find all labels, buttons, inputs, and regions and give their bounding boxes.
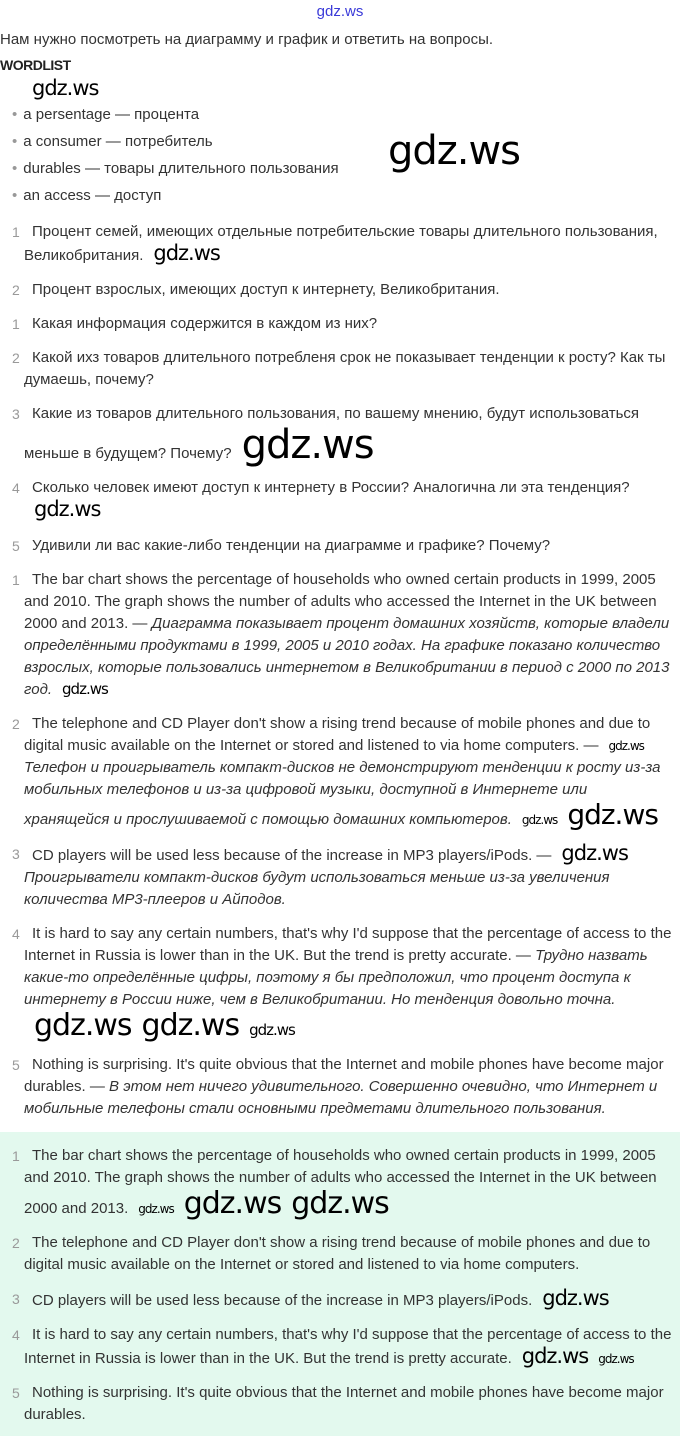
- question: 3 Какие из товаров длительного пользования, по вашему мнению, будут использоваться меньше в будущем? Почему? gdz.ws: [12, 405, 640, 468]
- chart-caption: 1 Процент семей, имеющих отдельные потребительские товары длительного пользования, Великобритания. gdz.ws: [12, 223, 658, 265]
- watermark: gdz.ws: [249, 1021, 295, 1039]
- wordlist-item: • a persentage — процента: [12, 106, 200, 123]
- english-answers-panel: [0, 1132, 680, 1436]
- watermark: gdz.ws: [241, 422, 374, 468]
- watermark: gdz.ws: [141, 1008, 240, 1043]
- answer-en: 1 The bar chart shows the percentage of households who owned certain products in 1999, 2005 and 2010. The graph shows the number of adults who accessed the Internet in the UK between 2000 and 2013. gdz.ws gdz.ws gdz.ws: [12, 1147, 657, 1221]
- wordlist-item: • a consumer — потребитель: [12, 133, 213, 150]
- bullet-icon: •: [12, 187, 18, 204]
- watermark: gdz.ws: [153, 241, 220, 265]
- watermark: gdz.ws: [608, 739, 644, 753]
- wordlist-item: • durables — товары длительного пользования: [12, 160, 339, 177]
- watermark: gdz.ws: [521, 813, 558, 827]
- answer-en: 5 Nothing is surprising. It's quite obvious that the Internet and mobile phones have become major durables.: [12, 1384, 664, 1423]
- watermark: gdz.ws: [291, 1186, 389, 1221]
- answer-en: 4 It is hard to say any certain numbers, that's why I'd suppose that the percentage of access to the Internet in Russia is lower than in the UK. But the trend is pretty accurate. gdz.ws gdz.ws: [12, 1326, 672, 1368]
- watermark: gdz.ws: [62, 680, 108, 698]
- question: 2 Какой ихз товаров длительного потребленя срок не показывает тенденции к росту? Как ты думаешь, почему?: [12, 349, 666, 388]
- answer: 2 The telephone and CD Player don't show a rising trend because of mobile phones and due to digital music available on the Internet or stored and listened to via home computers. — gdz.ws Телефон и проигрыватель компакт-дисков не демонстрируют тенденции к росту из-за мобильных телефонов и из-за цифровой музыки, доступной в Интернете или хранящейся и прослушиваемой с помощью домашних компьютеров. gdz.ws gdz.ws: [12, 715, 661, 831]
- wordlist: [0, 101, 680, 209]
- question: 4 Сколько человек имеют доступ к интернету в России? Аналогична ли эта тенденция?gdz.ws: [12, 479, 630, 521]
- watermark: gdz.ws: [561, 841, 628, 865]
- bullet-icon: •: [12, 106, 18, 123]
- watermark: gdz.ws: [138, 1202, 174, 1216]
- question: 5 Удивили ли вас какие-либо тенденции на диаграмме и графике? Почему?: [12, 537, 551, 554]
- bullet-icon: •: [12, 160, 18, 177]
- answer: 3 CD players will be used less because of the increase in MP3 players/iPods. — gdz.ws Проигрыватели компакт-дисков будут использоваться меньше из-за увеличения количества МР3-плееров и Айподов.: [12, 841, 628, 908]
- answer: 4 It is hard to say any certain numbers, that's why I'd suppose that the percentage of access to the Internet in Russia is lower than in the UK. But the trend is pretty accurate. — Трудно назвать какие-то определённые цифры, поэтому я бы предположил, что процент доступа к интернету в России ниже, чем в Великобритании. Но тенденция довольно точна.gdz.ws gdz.ws gdz.ws: [12, 925, 672, 1043]
- watermark: gdz.ws: [34, 1008, 132, 1043]
- wordlist-heading: WORDLIST: [0, 57, 71, 73]
- answer-en: 2 The telephone and CD Player don't show a rising trend because of mobile phones and due to digital music available on the Internet or stored and listened to via home computers.: [12, 1234, 651, 1273]
- answer: 1 The bar chart shows the percentage of households who owned certain products in 1999, 2005 and 2010. The graph shows the number of adults who accessed the Internet in the UK between 2000 and 2013. — Диаграмма показывает процент домашних хозяйств, которые владели определёнными продуктами в 1999, 2005 и 2010 годах. На графике показано количество взрослых, которые пользовались интернетом в Великобритании в период с 2000 по 2013 год. gdz.ws: [12, 571, 670, 698]
- watermark: gdz.ws: [34, 497, 101, 521]
- watermark: gdz.ws: [567, 798, 658, 831]
- watermark: gdz.ws: [32, 76, 99, 100]
- watermark: gdz.ws: [183, 1186, 282, 1221]
- intro-text: Нам нужно посмотреть на диаграмму и график и ответить на вопросы.: [0, 31, 494, 48]
- watermark: gdz.ws: [542, 1286, 609, 1310]
- watermark: gdz.ws: [598, 1352, 634, 1366]
- watermark: gdz.ws: [387, 128, 520, 174]
- watermark: gdz.ws: [521, 1344, 589, 1368]
- chart-caption: 2 Процент взрослых, имеющих доступ к интернету, Великобритания.: [12, 281, 500, 298]
- question: 1 Какая информация содержится в каждом из них?: [12, 315, 378, 332]
- answer: 5 Nothing is surprising. It's quite obvious that the Internet and mobile phones have become major durables. — В этом нет ничего удивительного. Совершенно очевидно, что Интернет и мобильные телефоны стали основными предметами длительного пользования.: [12, 1056, 664, 1117]
- wordlist-item: • an access — доступ: [12, 187, 162, 204]
- site-title[interactable]: gdz.ws: [316, 3, 364, 20]
- answer-en: 3 CD players will be used less because of the increase in MP3 players/iPods. gdz.ws: [12, 1286, 609, 1310]
- bullet-icon: •: [12, 133, 18, 150]
